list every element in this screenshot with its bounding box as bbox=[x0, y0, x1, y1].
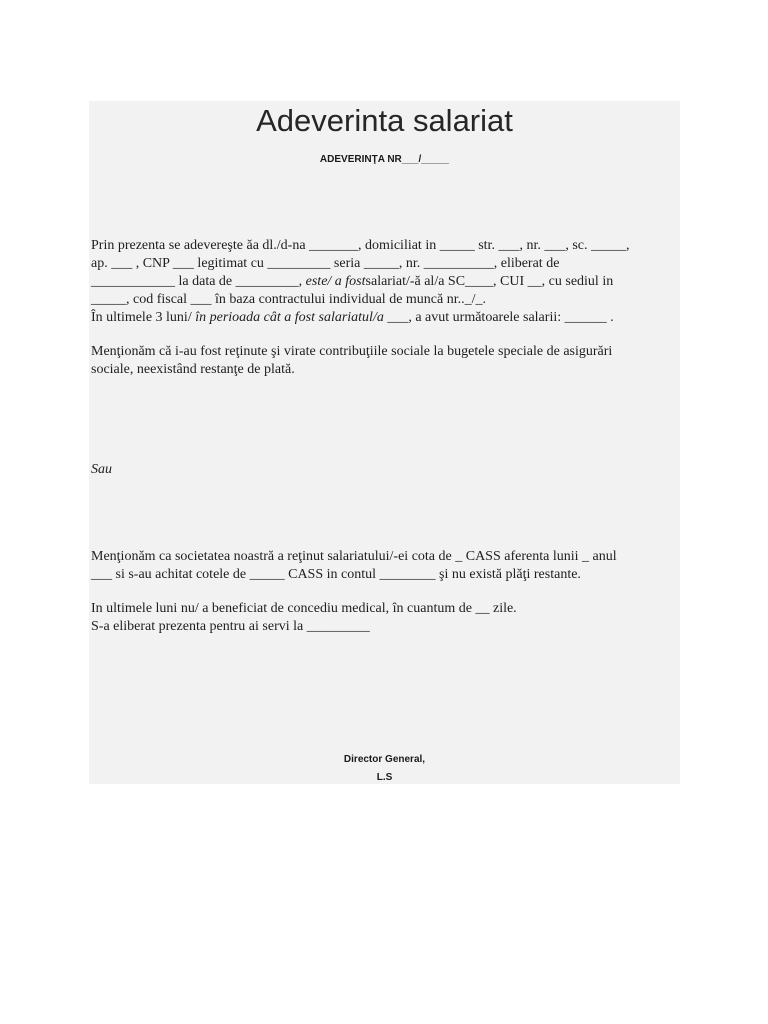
separator-text: Sau bbox=[91, 462, 112, 477]
paragraph-cass bbox=[91, 548, 679, 584]
text-segment: ____________ la data de _________, bbox=[91, 274, 306, 289]
paragraph-medical-leave bbox=[91, 600, 679, 636]
text-segment: ___, a avut următoarele salarii: ______ . bbox=[383, 310, 614, 325]
text-segment: În ultimele 3 luni/ bbox=[91, 310, 196, 325]
paragraph-employment-details bbox=[91, 237, 679, 327]
signature-role: Director General, bbox=[343, 754, 426, 765]
paragraph-line: Menţionăm ca societatea noastră a reţinut salariatului/-ei cota de _ CASS aferenta lunii _ anul bbox=[91, 549, 617, 564]
stamp-label: L.S bbox=[376, 772, 393, 783]
paragraph-line bbox=[91, 273, 679, 291]
paragraph-contributions bbox=[91, 343, 679, 379]
paragraph-line: _____, cod fiscal ___ în baza contractului individual de muncă nr.._/_. bbox=[91, 292, 487, 307]
paragraph-line: ___ si s-au achitat cotele de _____ CASS in contul ________ şi nu există plăţi restante. bbox=[91, 567, 581, 582]
italic-text-segment: în perioada cât a fost salariatul/a bbox=[195, 310, 384, 325]
document-title: Adeverinta salariat bbox=[256, 103, 513, 138]
document-page bbox=[89, 101, 680, 784]
paragraph-line bbox=[91, 309, 679, 327]
paragraph-line: In ultimele luni nu/ a beneficiat de concediu medical, în cuantum de __ zile. bbox=[91, 601, 517, 616]
paragraph-line: Prin prezenta se adevereşte ăa dl./d-na _______, domiciliat in _____ str. ___, nr. ___, sc. _____, bbox=[91, 238, 630, 253]
paragraph-line: sociale, neexistând restanţe de plată. bbox=[91, 362, 295, 377]
paragraph-line: ap. ___ , CNP ___ legitimat cu _________ seria _____, nr. __________, eliberat de bbox=[91, 256, 560, 271]
text-segment: salariat/-ă al/a SC____, CUI __, cu sediul in bbox=[365, 274, 614, 289]
certificate-number: ADEVERINŢA NR___/_____ bbox=[319, 154, 450, 165]
italic-text-segment: este/ a fost bbox=[305, 274, 366, 289]
paragraph-line: S-a eliberat prezenta pentru ai servi la _________ bbox=[91, 619, 370, 634]
paragraph-line: Menţionăm că i-au fost reţinute şi virate contribuţiile sociale la bugetele speciale de asigurări bbox=[91, 344, 613, 359]
